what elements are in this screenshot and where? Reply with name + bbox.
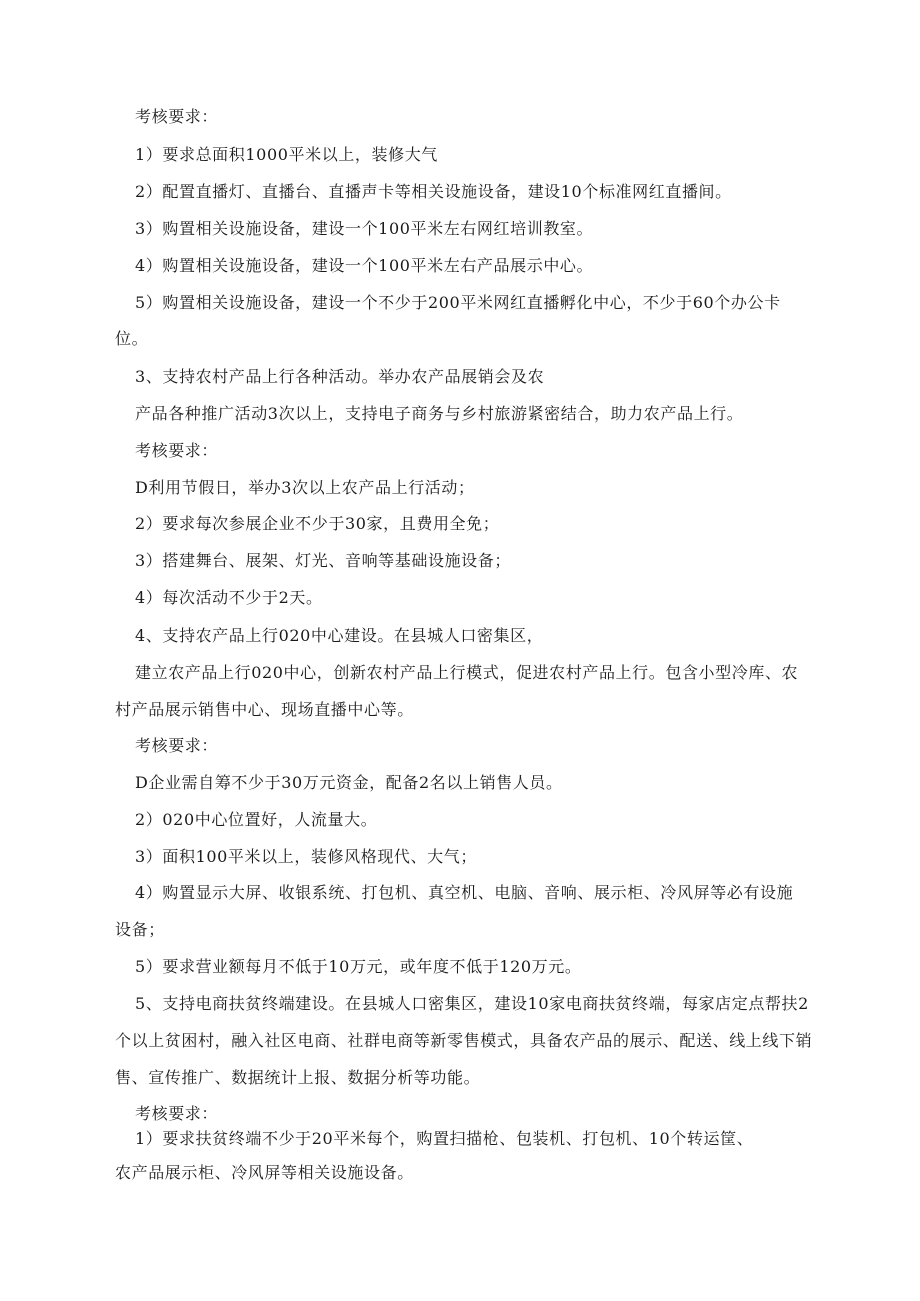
assessment-heading: 考核要求： [135, 107, 219, 126]
requirement-item: 4）购置相关设施设备，建设一个100平米左右产品展示中心。 [135, 256, 594, 275]
requirement-item: 1）要求扶贫终端不少于20平米每个，购置扫描枪、包装机、打包机、10个转运筐、 [135, 1129, 754, 1148]
assessment-heading: 考核要求： [135, 441, 219, 460]
paragraph-line: 建立农产品上行020中心，创新农村产品上行模式，促进农村产品上行。包含小型冷库、农 [135, 663, 799, 682]
requirement-item: 5）购置相关设施设备，建设一个不少于200平米网红直播孵化中心，不少于60个办公卡 [135, 293, 781, 312]
requirement-item: D利用节假日，举办3次以上农产品上行活动； [135, 478, 475, 497]
requirement-item: 2）配置直播灯、直播台、直播声卡等相关设施设备，建设10个标准网红直播间。 [135, 182, 732, 201]
requirement-item: 3）面积100平米以上，装修风格现代、大气； [135, 847, 477, 866]
paragraph-line: 产品各种推广活动3次以上，支持电子商务与乡村旅游紧密结合，助力农产品上行。 [135, 404, 744, 423]
section-heading: 4、支持农产品上行020中心建设。在县城人口密集区， [135, 626, 544, 645]
section-heading: 5、支持电商扶贫终端建设。在县城人口密集区，建设10家电商扶贫终端，每家店定点帮扶2 [135, 994, 809, 1013]
paragraph-line: 个以上贫困村，融入社区电商、社群电商等新零售模式，具备农产品的展示、配送、线上线下销 [115, 1031, 813, 1050]
requirement-item: 3）购置相关设施设备，建设一个100平米左右网红培训教室。 [135, 219, 594, 238]
requirement-item-continuation: 农产品展示柜、冷风屏等相关设施设备。 [115, 1163, 414, 1182]
section-heading: 3、支持农村产品上行各种活动。举办农产品展销会及农 [135, 367, 545, 386]
requirement-item: D企业需自筹不少于30万元资金，配备2名以上销售人员。 [135, 773, 563, 792]
requirement-item-continuation: 位。 [115, 329, 149, 348]
assessment-heading: 考核要求： [135, 1104, 219, 1123]
requirement-item: 2）020中心位置好，人流量大。 [135, 810, 378, 829]
paragraph-line: 村产品展示销售中心、现场直播中心等。 [115, 700, 414, 719]
requirement-item: 3）搭建舞台、展架、灯光、音响等基础设施设备； [135, 551, 511, 570]
requirement-item: 1）要求总面积1000平米以上，装修大气 [135, 145, 438, 164]
requirement-item: 5）要求营业额每月不低于10万元，或年度不低于120万元。 [135, 957, 582, 976]
paragraph-line: 售、宣传推广、数据统计上报、数据分析等功能。 [115, 1068, 481, 1087]
requirement-item: 4）购置显示大屏、收银系统、打包机、真空机、电脑、音响、展示柜、冷风屏等必有设施 [135, 883, 794, 902]
requirement-item-continuation: 设备； [115, 920, 165, 939]
requirement-item: 4）每次活动不少于2天。 [135, 588, 323, 607]
assessment-heading: 考核要求： [135, 736, 219, 755]
requirement-item: 2）要求每次参展企业不少于30家，且费用全免； [135, 514, 500, 533]
